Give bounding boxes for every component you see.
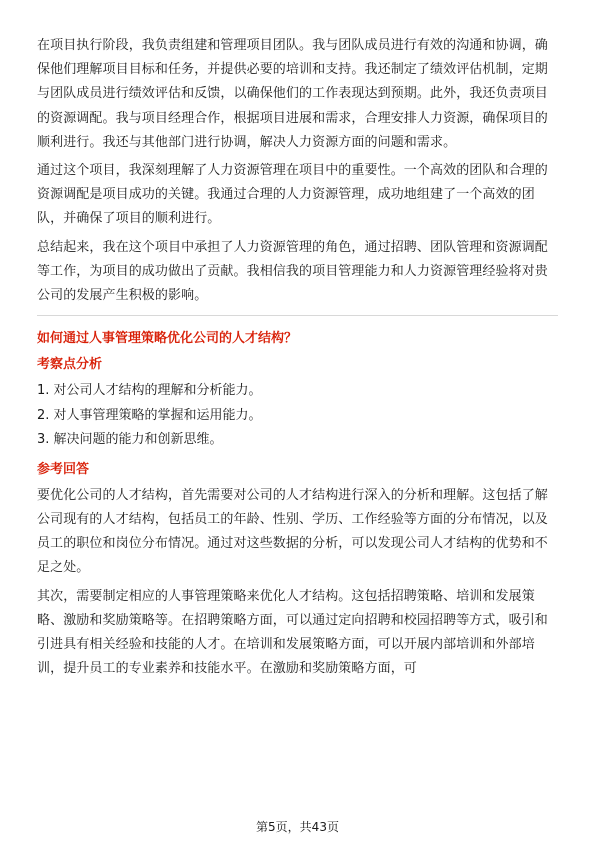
intro-paragraph: 总结起来，我在这个项目中承担了人力资源管理的角色，通过招聘、团队管理和资源调配等工作，为项目的成功做出了贡献。我相信我的项目管理能力和人力资源管理经验将对贵公司的发展产生积极的影响。	[37, 239, 548, 304]
page-number-footer: 第5页，共43页	[256, 820, 339, 834]
question-title: 如何通过人事管理策略优化公司的人才结构？	[37, 331, 298, 347]
intro-paragraph: 在项目执行阶段，我负责组建和管理项目团队。我与团队成员进行有效的沟通和协调，确保他们理解项目目标和任务，并提供必要的培训和支持。我还制定了绩效评估机制，定期与团队成员进行绩效评估和反馈，以确保他们的工作表现达到预期。此外，我还负责项目的资源调配。我与项目经理合作，根据项目进展和需求，合理安排人力资源，确保项目的顺利进行。我还与其他部门进行协调，解决人力资源方面的问题和需求。	[37, 38, 548, 150]
intro-paragraph: 通过这个项目，我深刻理解了人力资源管理在项目中的重要性。一个高效的团队和合理的资源调配是项目成功的关键。我通过合理的人力资源管理，成功地组建了一个高效的团队，并确保了项目的顺利进行。	[37, 163, 548, 227]
answer-paragraph: 要优化公司的人才结构，首先需要对公司的人才结构进行深入的分析和理解。这包括了解公司现有的人才结构，包括员工的年龄、性别、学历、工作经验等方面的分布情况，以及员工的职位和岗位分布情况。通过对这些数据的分析，可以发现公司人才结构的优势和不足之处。	[37, 487, 548, 576]
section-divider	[37, 315, 558, 316]
answer-paragraph: 其次，需要制定相应的人事管理策略来优化人才结构。这包括招聘策略、培训和发展策略、激励和奖励策略等。在招聘策略方面，可以通过定向招聘和校园招聘等方式，吸引和引进具有相关经验和技能的人才。在培训和发展策略方面，可以开展内部培训和外部培训，提升员工的专业素养和技能水平。在激励和奖励策略方面，可	[37, 588, 548, 677]
analysis-point: 3. 解决问题的能力和创新思维。	[37, 432, 223, 448]
analysis-point: 1. 对公司人才结构的理解和分析能力。	[37, 383, 262, 399]
document-page	[37, 34, 558, 685]
analysis-points-list	[37, 379, 558, 453]
analysis-heading: 考察点分析	[37, 357, 103, 373]
answer-heading: 参考回答	[37, 461, 90, 477]
analysis-point: 2. 对人事管理策略的掌握和运用能力。	[37, 407, 262, 423]
